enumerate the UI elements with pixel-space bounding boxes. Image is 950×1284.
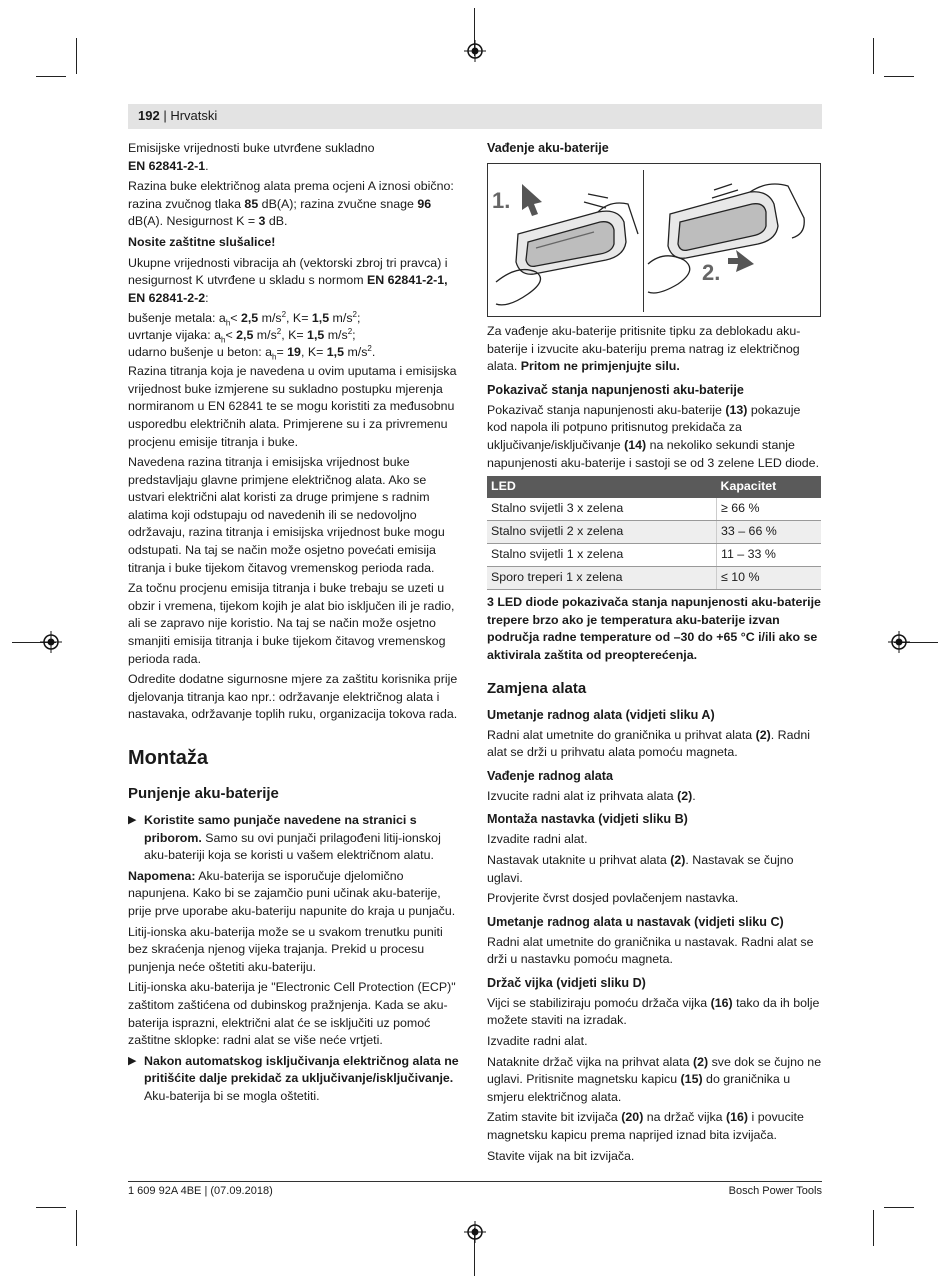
capacity: ≤ 10 %: [717, 567, 822, 590]
crop-mark: [36, 1207, 66, 1208]
subsection-title: Zamjena alata: [487, 679, 587, 697]
bullet-item: ▶ Koristite samo punjače navedene na stranici s priborom. Samo su ovi punjači prilagođeni litij-ionskoj aku-bateriji koja se koristi u vašem električnom alatu.: [128, 813, 441, 863]
paragraph: Za vađenje aku-baterije pritisnite tipku za deblokadu aku-baterije i izvucite aku-bateriju prema natrag iz električnog alata. Pritom ne primjenjujte silu.: [487, 324, 801, 374]
page-header: [128, 104, 822, 129]
warning-text: Nosite zaštitne slušalice!: [128, 234, 276, 249]
note: Napomena: Aku-baterija se isporučuje djelomično napunjena. Kako bi se zajamčio puni učinak aku-baterije, prije prve uporabe aku-bateriju napunite do kraja u punjaču.: [128, 868, 456, 918]
paragraph: Litij-ionska aku-baterija može se u svakom trenutku puniti bez skraćenja njenog vijeka trajanja. Prekid u procesu punjenja neće oštetiti aku-bateriju.: [128, 924, 443, 974]
vibration-values: bušenje metala: $a_h< 2,5$ $m/s^2$, K= 1,5 $m/s^2$; uvrtanje vijaka: $a_h< 2,5$ $m/s^2$, K= 1,5 $m/s^2$; udarno bušenje u beton: $a_h= 19$, K= 1,5 $m/s^2$.: [128, 310, 376, 361]
capacity: ≥ 66 %: [717, 498, 822, 521]
led-state: Sporo treperi 1 x zelena: [487, 567, 717, 590]
crop-mark: [36, 76, 66, 77]
crop-mark: [884, 76, 914, 77]
table-header-row: [487, 476, 821, 498]
language-label: Hrvatski: [170, 108, 218, 123]
subsection-title: Punjenje aku-baterije: [128, 785, 279, 802]
paragraph: Izvadite radni alat.: [487, 832, 588, 847]
footer-doc-number: 1 609 92A 4BE | (07.09.2018): [128, 1185, 273, 1197]
crop-mark: [873, 38, 874, 74]
heading: Umetanje radnog alata u nastavak (vidjeti sliku C): [487, 914, 784, 929]
footer-brand: Bosch Power Tools: [728, 1185, 822, 1197]
right-column: [487, 140, 823, 1168]
paragraph: Za točnu procjenu emisija titranja i buke trebaju se uzeti u obzir i vremena, tijekom kojih je alat bio isključen ili je radio, ali se zapravo nije koristio. Na taj se način može osjetno smanjiti emisija titranja i buke tijekom čitavog vremenskog perioda rada.: [128, 581, 455, 666]
table-row: [487, 567, 821, 590]
figure-label-2: 2.: [702, 260, 721, 285]
registration-mark-icon: [40, 631, 62, 653]
figure-label-1: 1.: [492, 188, 511, 213]
warning-text: 3 LED diode pokazivača stanja napunjenosti aku-baterije trepere brzo ako je temperatura aku-baterije izvan područja radne temperature od –30 do +65 °C i/ili ako se aktivirala zaštita od preopterećenja.: [487, 595, 821, 662]
heading: Montaža nastavka (vidjeti sliku B): [487, 812, 688, 827]
paragraph: Radni alat umetnite do graničnika u prihvat alata (2). Radni alat se drži u prihvatu alata pomoću magneta.: [487, 727, 811, 760]
paragraph: Vijci se stabiliziraju pomoću držača vijka (16) tako da ih bolje možete staviti na izradak.: [487, 995, 820, 1028]
paragraph: Litij-ionska aku-baterija je "Electronic Cell Protection (ECP)" zaštitom zaštićena od dubinskog pražnjenja. Kada se aku-baterija isprazni, električni alat će se isključiti uz pomoć zaštitne sklopke: radni alat se više neće vrtjeti.: [128, 980, 456, 1048]
capacity: 33 – 66 %: [717, 521, 822, 544]
arrow-1-icon: [522, 184, 542, 216]
table-header-capacity: Kapacitet: [717, 476, 822, 498]
heading: Umetanje radnog alata (vidjeti sliku A): [487, 707, 715, 722]
paragraph: Radni alat umetnite do graničnika u nastavak. Radni alat se drži u nastavku pomoću magneta.: [487, 934, 814, 967]
capacity: 11 – 33 %: [717, 544, 822, 567]
table-row: [487, 544, 821, 567]
crop-mark: [884, 1207, 914, 1208]
section-title: Montaža: [128, 747, 208, 769]
battery-pack-left: [496, 194, 638, 305]
paragraph: Pokazivač stanja napunjenosti aku-baterije (13) pokazuje kod napola ili potpuno pritisnutog prekidača za uključivanje/isključivanje (14) na nekoliko sekundi stanje napunjenosti aku-baterije i sastoji se od 3 zelene LED diode.: [487, 402, 820, 470]
paragraph: Razina titranja koja je navedena u ovim uputama i emisijska vrijednost buke izmjerene su sukladno postupku mjerenja normiranom u EN 62841 te se mogu koristiti za međusobnu usporedbu električnih alata. Primjerene su i za privremenu procjenu emisije titranja i buke.: [128, 364, 457, 449]
led-state: Stalno svijetli 1 x zelena: [487, 544, 717, 567]
page-header-text: 192 | Hrvatski: [138, 108, 218, 123]
paragraph: Stavite vijak na bit izvijača.: [487, 1148, 635, 1163]
table-row: [487, 521, 821, 544]
heading: Vađenje aku-baterije: [487, 141, 609, 155]
crop-mark: [76, 38, 77, 74]
registration-mark-icon: [464, 40, 486, 62]
paragraph: Ukupne vrijednosti vibracija ah (vektorski zbroj tri pravca) i nesigurnost K utvrđene u skladu s normom EN 62841-2-1, EN 62841-2-2:: [128, 255, 448, 305]
arrow-2-icon: [728, 250, 754, 272]
battery-pack-right: [648, 184, 804, 293]
figure-divider: [643, 170, 644, 312]
crop-mark: [873, 1210, 874, 1246]
table-row: [487, 498, 821, 521]
page-number: 192: [138, 108, 160, 123]
bullet-arrow-icon: ▶: [128, 814, 137, 826]
paragraph: Emisijske vrijednosti buke utvrđene sukladno EN 62841-2-1.: [128, 141, 375, 173]
registration-mark-icon: [888, 631, 910, 653]
heading: Vađenje radnog alata: [487, 768, 613, 783]
paragraph: Razina buke električnog alata prema ocjeni A iznosi obično: razina zvučnog tlaka 85 dB(A); razina zvučne snage 96 dB(A). Nesigurnost K = 3 dB.: [128, 179, 454, 229]
crop-mark: [76, 1210, 77, 1246]
paragraph: Izvucite radni alat iz prihvata alata (2).: [487, 788, 696, 803]
registration-mark-icon: [464, 1221, 486, 1243]
led-capacity-table: [487, 476, 821, 590]
paragraph: Provjerite čvrst dosjed povlačenjem nastavka.: [487, 891, 739, 906]
left-column: [128, 140, 461, 1109]
table-header-led: LED: [487, 476, 717, 498]
footer-divider: [128, 1181, 822, 1182]
battery-removal-figure: [487, 163, 821, 317]
bullet-arrow-icon: ▶: [128, 1054, 137, 1067]
paragraph: Nataknite držač vijka na prihvat alata (2) sve dok se čujno ne uglavi. Pritisnite magnetsku kapicu (15) do graničnika u smjeru električnog alata.: [487, 1054, 822, 1104]
paragraph: Zatim stavite bit izvijača (20) na držač vijka (16) i povucite magnetsku kapicu prema naprijed iznad bita izvijača.: [487, 1110, 804, 1143]
led-state: Stalno svijetli 3 x zelena: [487, 498, 717, 521]
heading: Držač vijka (vidjeti sliku D): [487, 975, 646, 990]
paragraph: Navedena razina titranja i emisijska vrijednost buke predstavljaju glavne primjene električnog alata. Ako se ustvari električni alat koristi za druge primjene s radnim alatima koji odstupaju od navedenih ili se nedovoljno održavaju, razina titranja i emisijska vrijednost buke mogu odstupati. Na taj se način može osjetno povećati emisija titranja i buke tijekom čitavog vremenskog perioda rada.: [128, 455, 445, 575]
paragraph: Izvadite radni alat.: [487, 1034, 588, 1049]
paragraph: Odredite dodatne sigurnosne mjere za zaštitu korisnika prije djelovanja titranja kao npr.: održavanje električnog alata i nastavaka, održavanje toplih ruku, organizacija tokova rada.: [128, 672, 458, 722]
battery-removal-illustration: [488, 164, 820, 316]
heading: Pokazivač stanja napunjenosti aku-baterije: [487, 382, 744, 397]
led-state: Stalno svijetli 2 x zelena: [487, 521, 717, 544]
paragraph: Nastavak utaknite u prihvat alata (2). Nastavak se čujno uglavi.: [487, 852, 794, 885]
bullet-item: ▶ Nakon automatskog isključivanja električnog alata ne pritišćite dalje prekidač za uključivanje/isključivanje. Aku-baterija bi se mogla oštetiti.: [128, 1053, 459, 1103]
